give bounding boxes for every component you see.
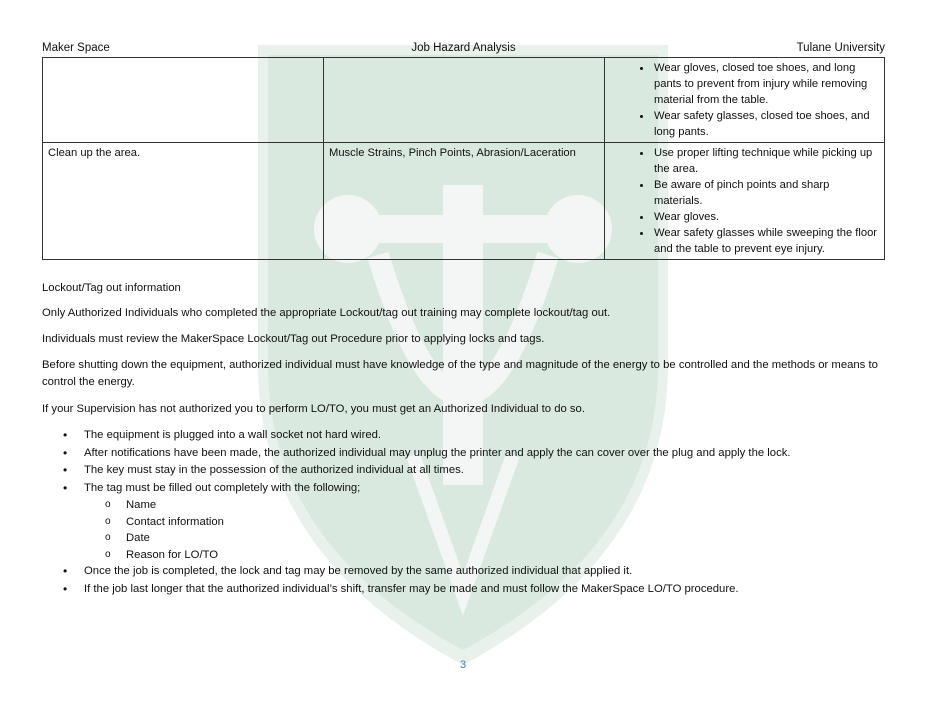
table-row (43, 143, 885, 260)
hazard-table (42, 57, 885, 260)
paragraph: Individuals must review the MakerSpace Lockout/Tag out Procedure prior to applying locks and tags. (42, 333, 545, 345)
table-cell-controls (605, 143, 885, 260)
sub-list-item: o Reason for LO/TO (126, 547, 884, 564)
table-cell-step (43, 58, 324, 143)
page-header (42, 42, 885, 58)
table-cell-hazards: Muscle Strains, Pinch Points, Abrasion/Laceration (324, 143, 605, 260)
list-item: • Wear gloves, closed toe shoes, and long pants to prevent from injury while removing material from the table. (652, 60, 879, 108)
list-item: • If the job last longer that the authorized individual’s shift, transfer may be made and must follow the MakerSpace LO/TO procedure. (84, 581, 884, 599)
sub-list-item: o Contact information (126, 514, 884, 531)
table-cell-step: Clean up the area. (43, 143, 324, 260)
list-item: • After notifications have been made, the authorized individual may unplug the printer and apply the can cover over the plug and apply the lock. (84, 445, 884, 463)
list-item: • Wear safety glasses while sweeping the floor and the table to prevent eye injury. (652, 225, 879, 257)
list-item: • Wear gloves. (652, 209, 879, 225)
list-item: • Be aware of pinch points and sharp materials. (652, 177, 879, 209)
table-cell-hazards (324, 58, 605, 143)
header-right: Tulane University (796, 42, 885, 54)
paragraph: Only Authorized Individuals who completed the appropriate Lockout/tag out training may complete lockout/tag out. (42, 307, 611, 319)
lockout-bullet-list (42, 427, 884, 598)
list-item: • The equipment is plugged into a wall socket not hard wired. (84, 427, 884, 445)
list-item: • Once the job is completed, the lock and tag may be removed by the same authorized individual that applied it. (84, 563, 884, 581)
list-item: • Wear safety glasses, closed toe shoes, and long pants. (652, 108, 879, 140)
list-item: • Use proper lifting technique while picking up the area. (652, 145, 879, 177)
table-cell-controls (605, 58, 885, 143)
list-item: • The key must stay in the possession of the authorized individual at all times. (84, 462, 884, 480)
sub-list-item: o Name (126, 497, 884, 514)
sub-list-item: o Date (126, 530, 884, 547)
list-item-text: The tag must be filled out completely with the following; (84, 481, 361, 494)
table-row (43, 58, 885, 143)
paragraph: Before shutting down the equipment, authorized individual must have knowledge of the type and magnitude of the energy to be controlled and the methods or means to control the energy. (42, 359, 878, 388)
header-left: Maker Space (42, 42, 110, 54)
list-item (84, 480, 884, 564)
tag-fields-list (84, 497, 884, 563)
header-title: Job Hazard Analysis (411, 42, 516, 54)
page-number: 3 (459, 659, 467, 671)
section-heading: Lockout/Tag out information (42, 282, 181, 294)
paragraph: If your Supervision has not authorized you to perform LO/TO, you must get an Authorized Individual to do so. (42, 403, 585, 415)
